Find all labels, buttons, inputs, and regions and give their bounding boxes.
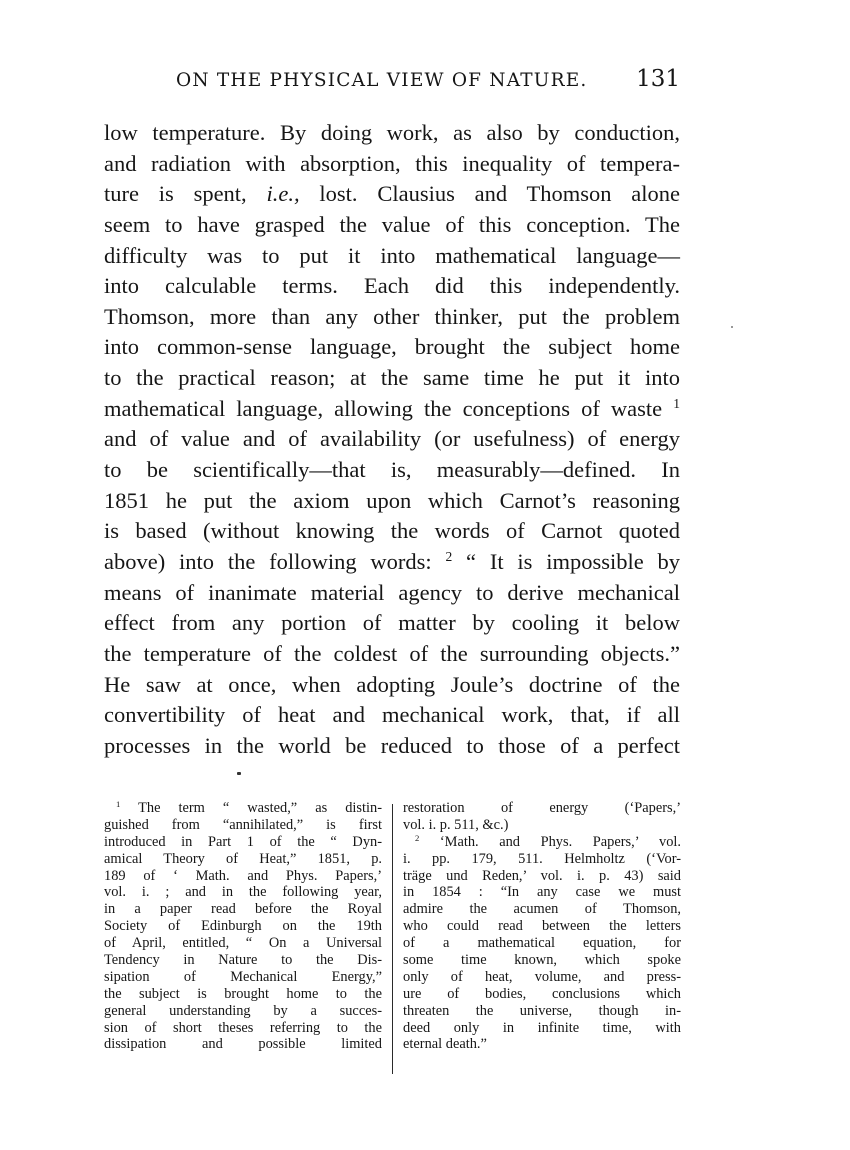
footnote-column-left [104, 800, 382, 1053]
footnote-line: of April, entitled, “ On a Universal [104, 935, 382, 952]
footnote-line: sipation of Mechanical Energy,” [104, 968, 382, 985]
body-line: convertibility of heat and mechanical work, that, if all [104, 702, 680, 728]
footnote-line: Society of Edinburgh on the 19th [104, 918, 382, 935]
footnote-line: threaten the universe, though in- [403, 1002, 681, 1019]
body-line: and radiation with absorption, this inequality of tempera- [104, 150, 680, 176]
footnote-line: in 1854 : “In any case we must [403, 884, 681, 901]
body-text [104, 118, 680, 761]
footnote-ref: 1 [673, 395, 680, 411]
column-divider [392, 804, 393, 1074]
body-line: ture is spent, i.e., lost. Clausius and Thomson alone [104, 181, 681, 207]
footnote-line: general understanding by a succes- [104, 1002, 382, 1019]
footnote-line: sion of short theses referring to the [104, 1019, 382, 1036]
body-line: to the practical reason; at the same time he put it into [104, 365, 680, 391]
page-number: 131 [636, 66, 680, 92]
body-line: effect from any portion of matter by cooling it below [104, 610, 680, 636]
footnote-line: vol. i. p. 511, &c.) [403, 816, 509, 833]
footnote-line: deed only in infinite time, with [403, 1019, 681, 1036]
running-head [104, 66, 680, 98]
footnote-line: introduced in Part 1 of the “ Dyn- [104, 833, 382, 850]
body-line: the temperature of the coldest of the surrounding objects.” [104, 640, 680, 666]
footnote-line: träge und Reden,’ vol. i. p. 43) said [403, 867, 681, 884]
footnote-line: ure of bodies, conclusions which [403, 985, 681, 1002]
footnote-line: $^2$ ‘Math. and Phys. Papers,’ vol. [415, 832, 681, 850]
footnote-number: 2 [415, 832, 420, 843]
body-line: to be scientifically—that is, measurably—defined. In [104, 457, 680, 483]
footnote-line: some time known, which spoke [403, 952, 681, 969]
footnote-line: the subject is brought home to the [104, 985, 382, 1002]
body-line: processes in the world be reduced to those of a perfect [104, 732, 680, 758]
body-line: is based (without knowing the words of Carnot quoted [104, 518, 680, 544]
footnote-line: restoration of energy (‘Papers,’ [403, 800, 681, 816]
body-line: seem to have grasped the value of this conception. The [104, 211, 680, 237]
footnote-line: i. pp. 179, 511. Helmholtz (‘Vor- [403, 850, 681, 867]
body-line: and of value and of availability (or usefulness) of energy [104, 426, 680, 452]
body-line: into common-sense language, brought the subject home [104, 334, 680, 360]
body-line: low temperature. By doing work, as also by conduction, [104, 120, 680, 145]
footnote-line: in a paper read before the Royal [104, 901, 382, 918]
body-line: means of inanimate material agency to derive mechanical [104, 579, 680, 605]
footnote-line: vol. i. ; and in the following year, [104, 884, 382, 901]
footnote-line: who could read between the letters [403, 918, 681, 935]
footnote-column-right [403, 800, 681, 1053]
body-line: mathematical language, allowing the conceptions of waste $^1$ [104, 395, 680, 421]
body-line: into calculable terms. Each did this independently. [104, 273, 680, 299]
footnote-line: dissipation and possible limited [104, 1036, 382, 1053]
stray-mark [731, 326, 733, 328]
footnote-ref: 2 [445, 548, 453, 564]
body-line: Thomson, more than any other thinker, put the problem [104, 303, 680, 329]
footnote-number: 1 [116, 798, 121, 809]
footnote-line: admire the acumen of Thomson, [403, 901, 681, 918]
body-line: He saw at once, when adopting Joule’s doctrine of the [104, 671, 680, 697]
running-title: ON THE PHYSICAL VIEW OF NATURE. [176, 70, 588, 91]
body-line: above) into the following words: $^2$ “ It is impossible by [104, 548, 681, 574]
footnote-line: amical Theory of Heat,” 1851, p. [104, 850, 382, 867]
printer-mark [237, 772, 241, 775]
footnote-line: guished from “annihilated,” is first [104, 816, 382, 833]
footnote-line: of a mathematical equation, for [403, 935, 681, 952]
footnote-line: Tendency in Nature to the Dis- [104, 952, 382, 969]
footnote-line: 189 of ‘ Math. and Phys. Papers,’ [104, 867, 382, 884]
body-line: difficulty was to put it into mathematical language— [104, 242, 680, 268]
footnote-line: $^1$ The term “ wasted,” as distin- [116, 798, 382, 816]
footnote-line: only of heat, volume, and press- [403, 968, 681, 985]
body-line: 1851 he put the axiom upon which Carnot’s reasoning [104, 487, 680, 513]
footnotes [104, 800, 680, 1080]
footnote-line: eternal death.” [403, 1036, 487, 1053]
